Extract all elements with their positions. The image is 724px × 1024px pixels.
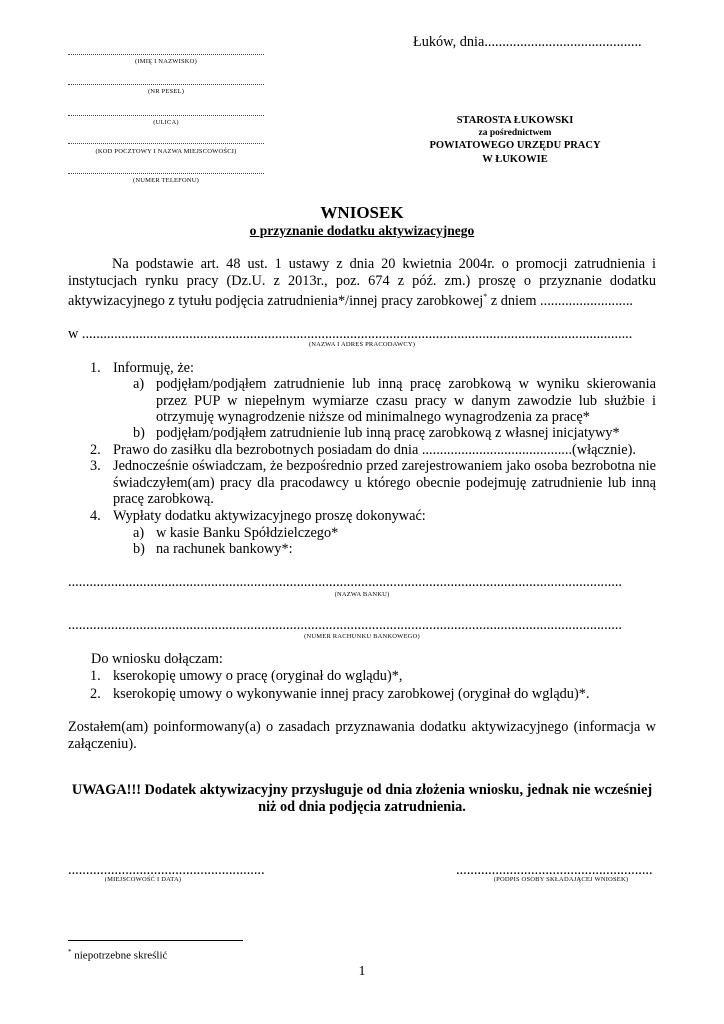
item-1a-letter: a) bbox=[133, 376, 145, 392]
street-field-caption: (ULICA) bbox=[153, 119, 179, 126]
street-field-line[interactable] bbox=[68, 115, 264, 116]
item-1b-text: podjęłam/podjąłem zatrudnienie lub inną pracę zarobkową z własnej inicjatywy* bbox=[156, 425, 620, 441]
item-1a-text: podjęłam/podjąłem zatrudnienie lub inną pracę zarobkową w wyniku skierowania przez PUP w niepełnym wymiarze czasu pracy w danym zawodzie lub służbie i otrzymuję wynagrodzenie niższe od minimalnego wynagrodzenia za pracę* bbox=[156, 376, 656, 425]
postal-field-caption: (KOD POCZTOWY I NAZWA MIEJSCOWOŚCI) bbox=[95, 148, 237, 155]
intro-text: Na podstawie art. 48 ust. 1 ustawy z dnia 20 kwietnia 2004r. o promocji zatrudnienia i instytucjach rynku pracy (Dz.U. z 2013r., poz. 674 z póź. zm.) proszę o przyznanie dodatku aktywizacyjnego z tytułu podjęcia zatrudnienia*/innej pracy zarobkowej bbox=[68, 256, 656, 309]
pesel-field-caption: (NR PESEL) bbox=[147, 88, 185, 95]
addressee-line-1: STAROSTA ŁUKOWSKI bbox=[456, 115, 574, 126]
footnote-mark: * bbox=[68, 948, 72, 956]
applicant-signature-line[interactable]: ....................................................... bbox=[456, 862, 653, 878]
footnote-text: niepotrzebne skreślić bbox=[71, 949, 168, 962]
document-title: WNIOSEK bbox=[320, 203, 404, 222]
addressee-line-2: za pośrednictwem bbox=[478, 128, 552, 138]
account-number-field[interactable]: ........................................................................................................................................................... bbox=[68, 617, 623, 633]
warning-notice: UWAGA!!! Dodatek aktywizacyjny przysługuje od dnia złożenia wniosku, jednak nie wcześniej niż od dnia podjęcia zatrudnienia. bbox=[71, 782, 653, 815]
addressee-block bbox=[400, 114, 630, 167]
item-4a-letter: a) bbox=[133, 525, 145, 541]
attachment-1-text: kserokopię umowy o pracę (oryginał do wglądu)*, bbox=[113, 668, 403, 684]
attachments-header: Do wniosku dołączam: bbox=[91, 651, 223, 667]
attachment-1-number: 1. bbox=[90, 668, 101, 684]
item-3-text: Jednocześnie oświadczam, że bezpośrednio przed zarejestrowaniem jako osoba bezrobotna nie świadczyłem(am) pracy dla pracodawcy u którego obecnie podejmuję zatrudnienie lub inną pracę zarobkową. bbox=[113, 458, 656, 507]
employer-field[interactable]: w .......................................................................................................................................................... bbox=[68, 326, 633, 342]
applicant-signature-caption: (PODPIS OSOBY SKŁADAJĄCEJ WNIOSEK) bbox=[493, 876, 629, 883]
intro-date-field[interactable]: z dniem .......................... bbox=[487, 292, 633, 309]
account-number-caption: (NUMER RACHUNKU BANKOWEGO) bbox=[304, 633, 420, 640]
item-1-text: Informuję, że: bbox=[113, 360, 194, 376]
intro-footnote-mark: * bbox=[483, 292, 488, 301]
page-number: 1 bbox=[358, 964, 366, 979]
name-field-line[interactable] bbox=[68, 54, 264, 55]
item-4b-text: na rachunek bankowy*: bbox=[156, 541, 293, 557]
footnote bbox=[68, 948, 167, 962]
postal-field-line[interactable] bbox=[68, 143, 264, 144]
item-2-number: 2. bbox=[90, 442, 101, 458]
informed-statement: Zostałem(am) poinformowany(a) o zasadach przyznawania dodatku aktywizacyjnego (informacja w załączeniu). bbox=[68, 719, 656, 752]
item-4-number: 4. bbox=[90, 508, 101, 524]
item-4-text: Wypłaty dodatku aktywizacyjnego proszę dokonywać: bbox=[113, 508, 426, 524]
bank-name-caption: (NAZWA BANKU) bbox=[334, 591, 390, 598]
name-field-caption: (IMIĘ I NAZWISKO) bbox=[135, 58, 197, 65]
item-1-number: 1. bbox=[90, 360, 101, 376]
item-4a-text: w kasie Banku Spółdzielczego* bbox=[156, 525, 339, 541]
addressee-line-3: POWIATOWEGO URZĘDU PRACY bbox=[429, 140, 601, 151]
attachment-2-text: kserokopię umowy o wykonywanie innej pracy zarobkowej (oryginał do wglądu)*. bbox=[113, 686, 590, 702]
employer-caption: (NAZWA I ADRES PRACODAWCY) bbox=[308, 341, 416, 348]
item-2-text: Prawo do zasiłku dla bezrobotnych posiadam do dnia ..........................................(włącznie). bbox=[113, 442, 636, 458]
footnote-separator bbox=[68, 940, 243, 941]
item-4b-letter: b) bbox=[133, 541, 145, 557]
item-1b-letter: b) bbox=[133, 425, 145, 441]
phone-field-caption: (NUMER TELEFONU) bbox=[132, 177, 200, 184]
place-date: Łuków, dnia............................................ bbox=[413, 34, 642, 50]
place-date-caption: (MIEJSCOWOŚĆ I DATA) bbox=[104, 876, 182, 883]
item-3-number: 3. bbox=[90, 458, 101, 474]
bank-name-field[interactable]: ........................................................................................................................................................... bbox=[68, 574, 623, 590]
pesel-field-line[interactable] bbox=[68, 84, 264, 85]
attachment-2-number: 2. bbox=[90, 686, 101, 702]
phone-field-line[interactable] bbox=[68, 173, 264, 174]
addressee-line-4: W ŁUKOWIE bbox=[482, 154, 548, 165]
place-date-signature-line[interactable]: ....................................................... bbox=[68, 862, 265, 878]
document-subtitle: o przyznanie dodatku aktywizacyjnego bbox=[249, 223, 475, 238]
intro-paragraph bbox=[68, 256, 656, 309]
